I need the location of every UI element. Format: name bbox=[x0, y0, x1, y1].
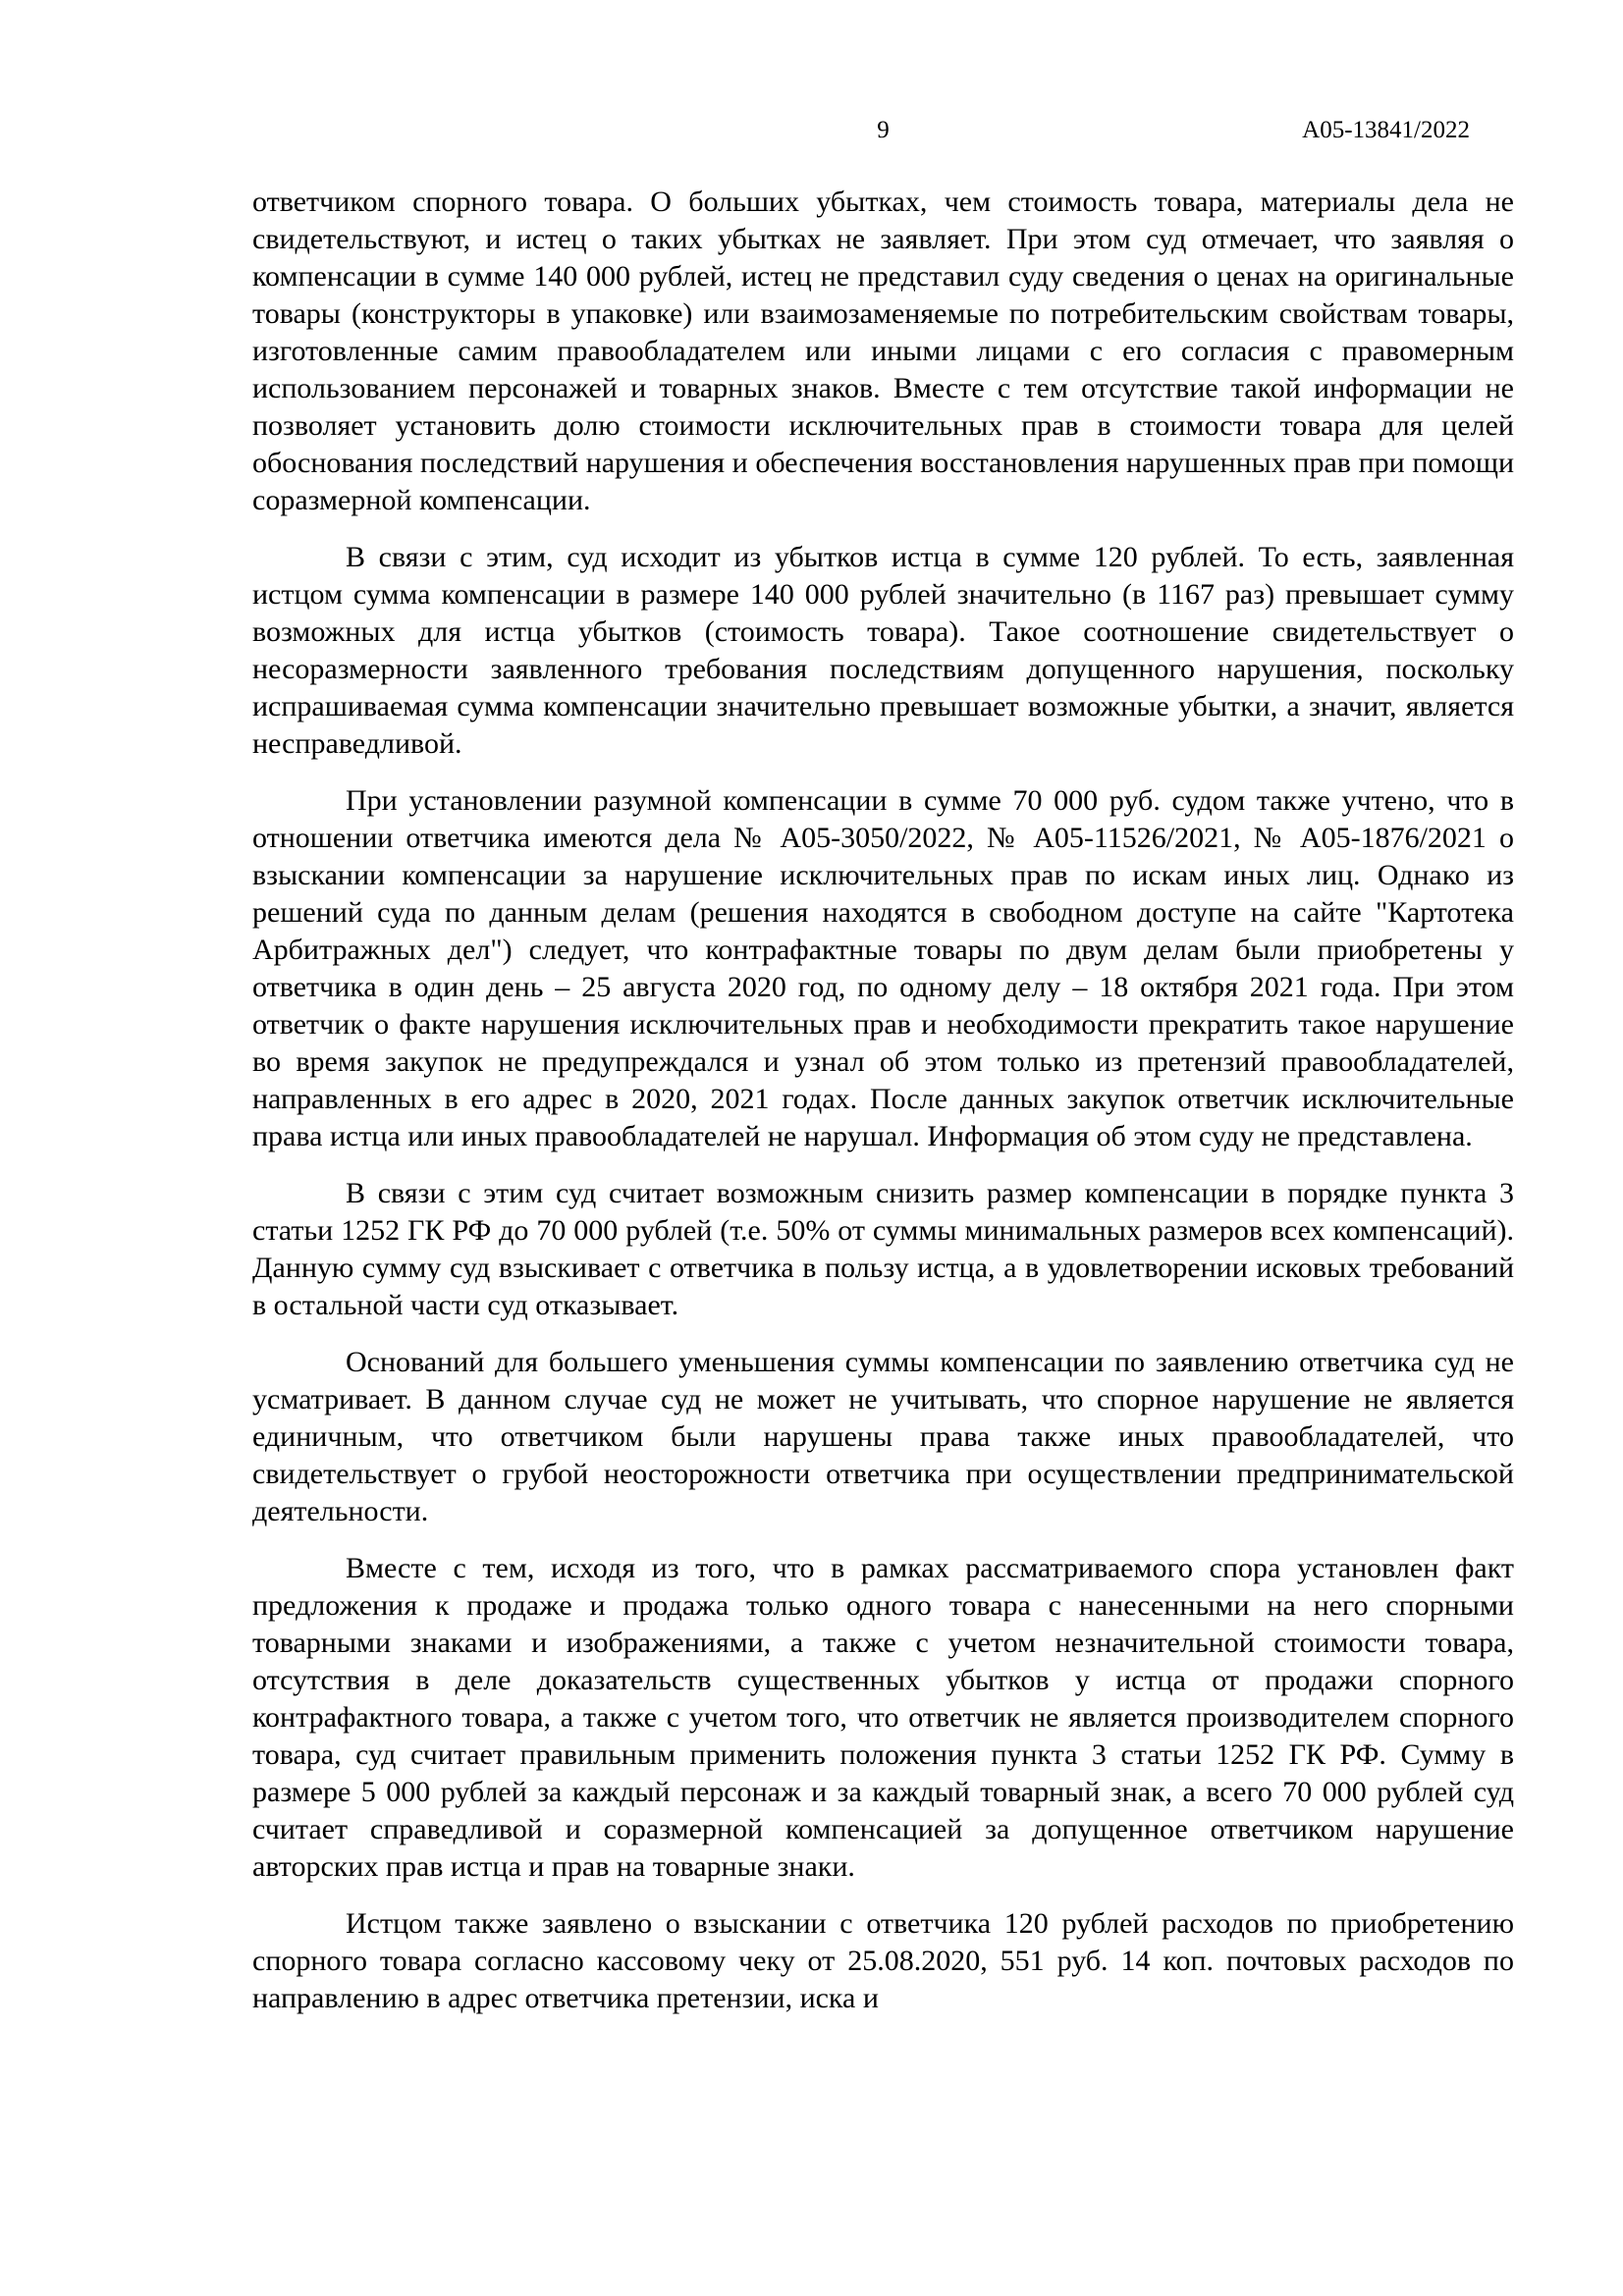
paragraph-5: Оснований для большего уменьшения суммы компенсации по заявлению ответчика суд не усматривает. В данном случае суд не может не учитывать, что спорное нарушение не является единичным, что ответчиком были нарушены права также иных правообладателей, что свидетельствует о грубой неосторожности ответчика при осуществлении предпринимательской деятельности. bbox=[252, 1346, 1514, 1527]
paragraph-7: Истцом также заявлено о взыскании с ответчика 120 рублей расходов по приобретению спорного товара согласно кассовому чеку от 25.08.2020, 551 руб. 14 коп. почтовых расходов по направлению в адрес ответчика претензии, иска и bbox=[252, 1907, 1514, 2014]
paragraph-6: Вместе с тем, исходя из того, что в рамках рассматриваемого спора установлен факт предложения к продаже и продажа только одного товара с нанесенными на него спорными товарными знаками и изображениями, а также с учетом незначительной стоимости товара, отсутствия в деле доказательств существенных убытков у истца от продажи спорного контрафактного товара, а также с учетом того, что ответчик не является производителем спорного товара, суд считает правильным применить положения пункта 3 статьи 1252 ГК РФ. Сумму в размере 5 000 рублей за каждый персонаж и за каждый товарный знак, а всего 70 000 рублей суд считает справедливой и соразмерной компенсацией за допущенное ответчиком нарушение авторских прав истца и прав на товарные знаки. bbox=[252, 1552, 1514, 1883]
page-number: 9 bbox=[877, 117, 890, 143]
document-body bbox=[252, 184, 1514, 2017]
paragraph-1: ответчиком спорного товара. О больших убытках, чем стоимость товара, материалы дела не свидетельствуют, и истец о таких убытках не заявляет. При этом суд отмечает, что заявляя о компенсации в сумме 140 000 рублей, истец не представил суду сведения о ценах на оригинальные товары (конструкторы в упаковке) или взаимозаменяемые по потребительским свойствам товары, изготовленные самим правообладателем или иными лицами с его согласия с правомерным использованием персонажей и товарных знаков. Вместе с тем отсутствие такой информации не позволяет установить долю стоимости исключительных прав в стоимости товара для целей обоснования последствий нарушения и обеспечения восстановления нарушенных прав при помощи соразмерной компенсации. bbox=[252, 186, 1514, 516]
paragraph-2: В связи с этим, суд исходит из убытков истца в сумме 120 рублей. То есть, заявленная истцом сумма компенсации в размере 140 000 рублей значительно (в 1167 раз) превышает сумму возможных для истца убытков (стоимость товара). Такое соотношение свидетельствует о несоразмерности заявленного требования последствиям допущенного нарушения, поскольку испрашиваемая сумма компенсации значительно превышает возможные убытки, а значит, является несправедливой. bbox=[252, 541, 1514, 760]
paragraph-3: При установлении разумной компенсации в сумме 70 000 руб. судом также учтено, что в отношении ответчика имеются дела № А05-3050/2022, № А05-11526/2021, № А05-1876/2021 о взыскании компенсации за нарушение исключительных прав по искам иных лиц. Однако из решений суда по данным делам (решения находятся в свободном доступе на сайте "Картотека Арбитражных дел") следует, что контрафактные товары по двум делам были приобретены у ответчика в один день – 25 августа 2020 год, по одному делу – 18 октября 2021 года. При этом ответчик о факте нарушения исключительных прав и необходимости прекратить такое нарушение во время закупок не предупреждался и узнал об этом только из претензий правообладателей, направленных в его адрес в 2020, 2021 годах. После данных закупок ответчик исключительные права истца или иных правообладателей не нарушал. Информация об этом суду не представлена. bbox=[252, 784, 1514, 1152]
case-number: А05-13841/2022 bbox=[1302, 117, 1470, 143]
paragraph-4: В связи с этим суд считает возможным снизить размер компенсации в порядке пункта 3 статьи 1252 ГК РФ до 70 000 рублей (т.е. 50% от суммы минимальных размеров всех компенсаций). Данную сумму суд взыскивает с ответчика в пользу истца, а в удовлетворении исковых требований в остальной части суд отказывает. bbox=[252, 1177, 1514, 1321]
page-header bbox=[252, 116, 1514, 145]
